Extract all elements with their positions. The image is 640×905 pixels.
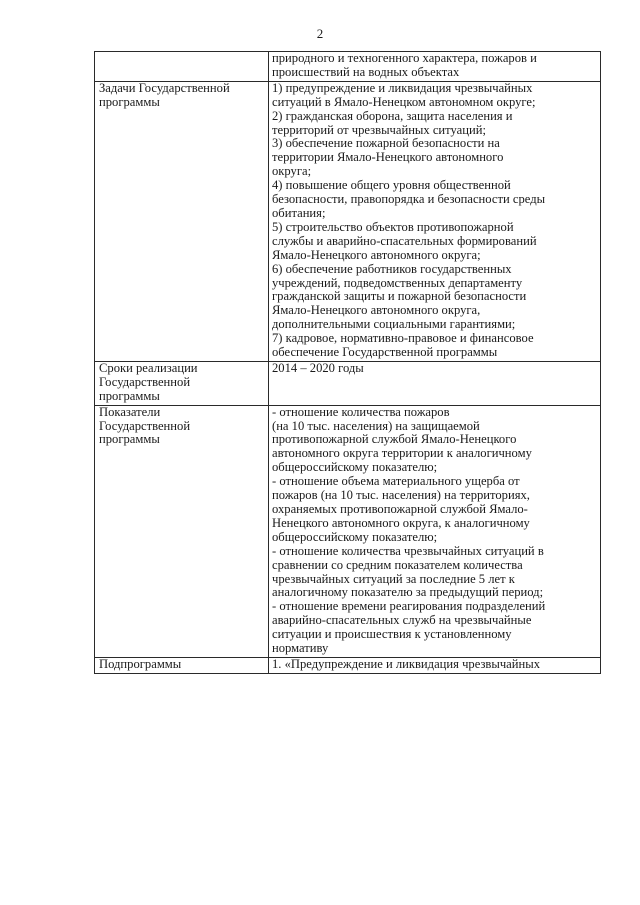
content-line: общероссийскому показателю; bbox=[272, 460, 438, 475]
page-number: 2 bbox=[316, 26, 324, 41]
content-line: ситуаций в Ямало-Ненецком автономном округе; bbox=[272, 94, 536, 109]
content-line: дополнительными социальными гарантиями; bbox=[272, 317, 516, 332]
content-line: безопасности, правопорядка и безопасности среды bbox=[272, 192, 546, 207]
content-line: природного и техногенного характера, пожаров и bbox=[272, 51, 537, 65]
program-passport-table bbox=[94, 51, 601, 674]
label-line: программы bbox=[99, 388, 160, 403]
content-line: - отношение времени реагирования подразделений bbox=[272, 599, 546, 614]
label-line: Показатели bbox=[99, 404, 161, 419]
content-line: службы и аварийно-спасательных формирований bbox=[272, 233, 537, 248]
label-line: программы bbox=[99, 432, 160, 447]
content-line: 1) предупреждение и ликвидация чрезвычайных bbox=[272, 80, 533, 95]
content-line: 6) обеспечение работников государственных bbox=[272, 261, 512, 276]
content-line: Ямало-Ненецкого автономного округа, bbox=[272, 303, 481, 318]
content-line: округа; bbox=[272, 164, 312, 179]
label-line: Задачи Государственной bbox=[99, 80, 230, 95]
label-line: Сроки реализации bbox=[99, 360, 198, 375]
content-line: территории Ямало-Ненецкого автономного bbox=[272, 150, 504, 165]
label-line: Государственной bbox=[99, 418, 191, 433]
content-line: Ненецкого автономного округа, к аналогичному bbox=[272, 515, 530, 530]
content-line: 5) строительство объектов противопожарной bbox=[272, 219, 514, 234]
content-line: аналогичному показателю за предыдущий период; bbox=[272, 585, 544, 600]
content-line: общероссийскому показателю; bbox=[272, 529, 438, 544]
content-line: противопожарной службой Ямало-Ненецкого bbox=[272, 432, 517, 447]
table-row bbox=[95, 657, 601, 673]
program-table-body bbox=[95, 52, 601, 674]
label-line: Государственной bbox=[99, 374, 191, 389]
row-content-cell bbox=[269, 361, 601, 405]
content-line: происшествий на водных объектах bbox=[272, 64, 460, 79]
row-label-cell bbox=[95, 405, 269, 657]
content-line: чрезвычайных ситуаций за последние 5 лет к bbox=[272, 571, 515, 586]
row-label-cell bbox=[95, 52, 269, 82]
table-row bbox=[95, 361, 601, 405]
content-line: нормативу bbox=[272, 641, 329, 656]
content-line: аварийно-спасательных служб на чрезвычайные bbox=[272, 613, 532, 628]
content-line: территорий от чрезвычайных ситуаций; bbox=[272, 122, 486, 137]
table-row bbox=[95, 52, 601, 82]
content-line: 2) гражданская оборона, защита населения и bbox=[272, 108, 513, 123]
content-line: (на 10 тыс. населения) на защищаемой bbox=[272, 418, 480, 433]
content-line: охраняемых противопожарной службой Ямало- bbox=[272, 502, 528, 516]
content-line: - отношение количества чрезвычайных ситуаций в bbox=[272, 543, 544, 558]
row-content-cell bbox=[269, 52, 601, 82]
content-line: сравнении со средним показателем количества bbox=[272, 557, 523, 572]
row-label-cell bbox=[95, 361, 269, 405]
row-label-cell bbox=[95, 81, 269, 361]
table-row bbox=[95, 405, 601, 657]
content-line: - отношение количества пожаров bbox=[272, 404, 450, 419]
content-line: 2014 – 2020 годы bbox=[272, 360, 364, 375]
row-label-cell bbox=[95, 657, 269, 673]
content-line: ситуации и происшествия к установленному bbox=[272, 627, 512, 642]
content-line: обитания; bbox=[272, 205, 326, 220]
content-line: Ямало-Ненецкого автономного округа; bbox=[272, 247, 481, 262]
content-line: обеспечение Государственной программы bbox=[272, 345, 498, 360]
label-line: Подпрограммы bbox=[99, 656, 182, 671]
row-content-cell bbox=[269, 405, 601, 657]
content-line: учреждений, подведомственных департаменту bbox=[272, 275, 523, 290]
content-line: автономного округа территории к аналогичному bbox=[272, 446, 532, 461]
content-line: пожаров (на 10 тыс. населения) на территориях, bbox=[272, 488, 530, 503]
label-line: программы bbox=[99, 94, 160, 109]
content-line: 1. «Предупреждение и ликвидация чрезвычайных bbox=[272, 656, 541, 671]
table-row bbox=[95, 81, 601, 361]
row-content-cell bbox=[269, 81, 601, 361]
content-line: гражданской защиты и пожарной безопасности bbox=[272, 289, 527, 304]
content-line: 3) обеспечение пожарной безопасности на bbox=[272, 136, 500, 151]
content-line: - отношение объема материального ущерба от bbox=[272, 474, 520, 489]
content-line: 4) повышение общего уровня общественной bbox=[272, 178, 511, 193]
row-content-cell bbox=[269, 657, 601, 673]
content-line: 7) кадровое, нормативно-правовое и финансовое bbox=[272, 331, 534, 346]
